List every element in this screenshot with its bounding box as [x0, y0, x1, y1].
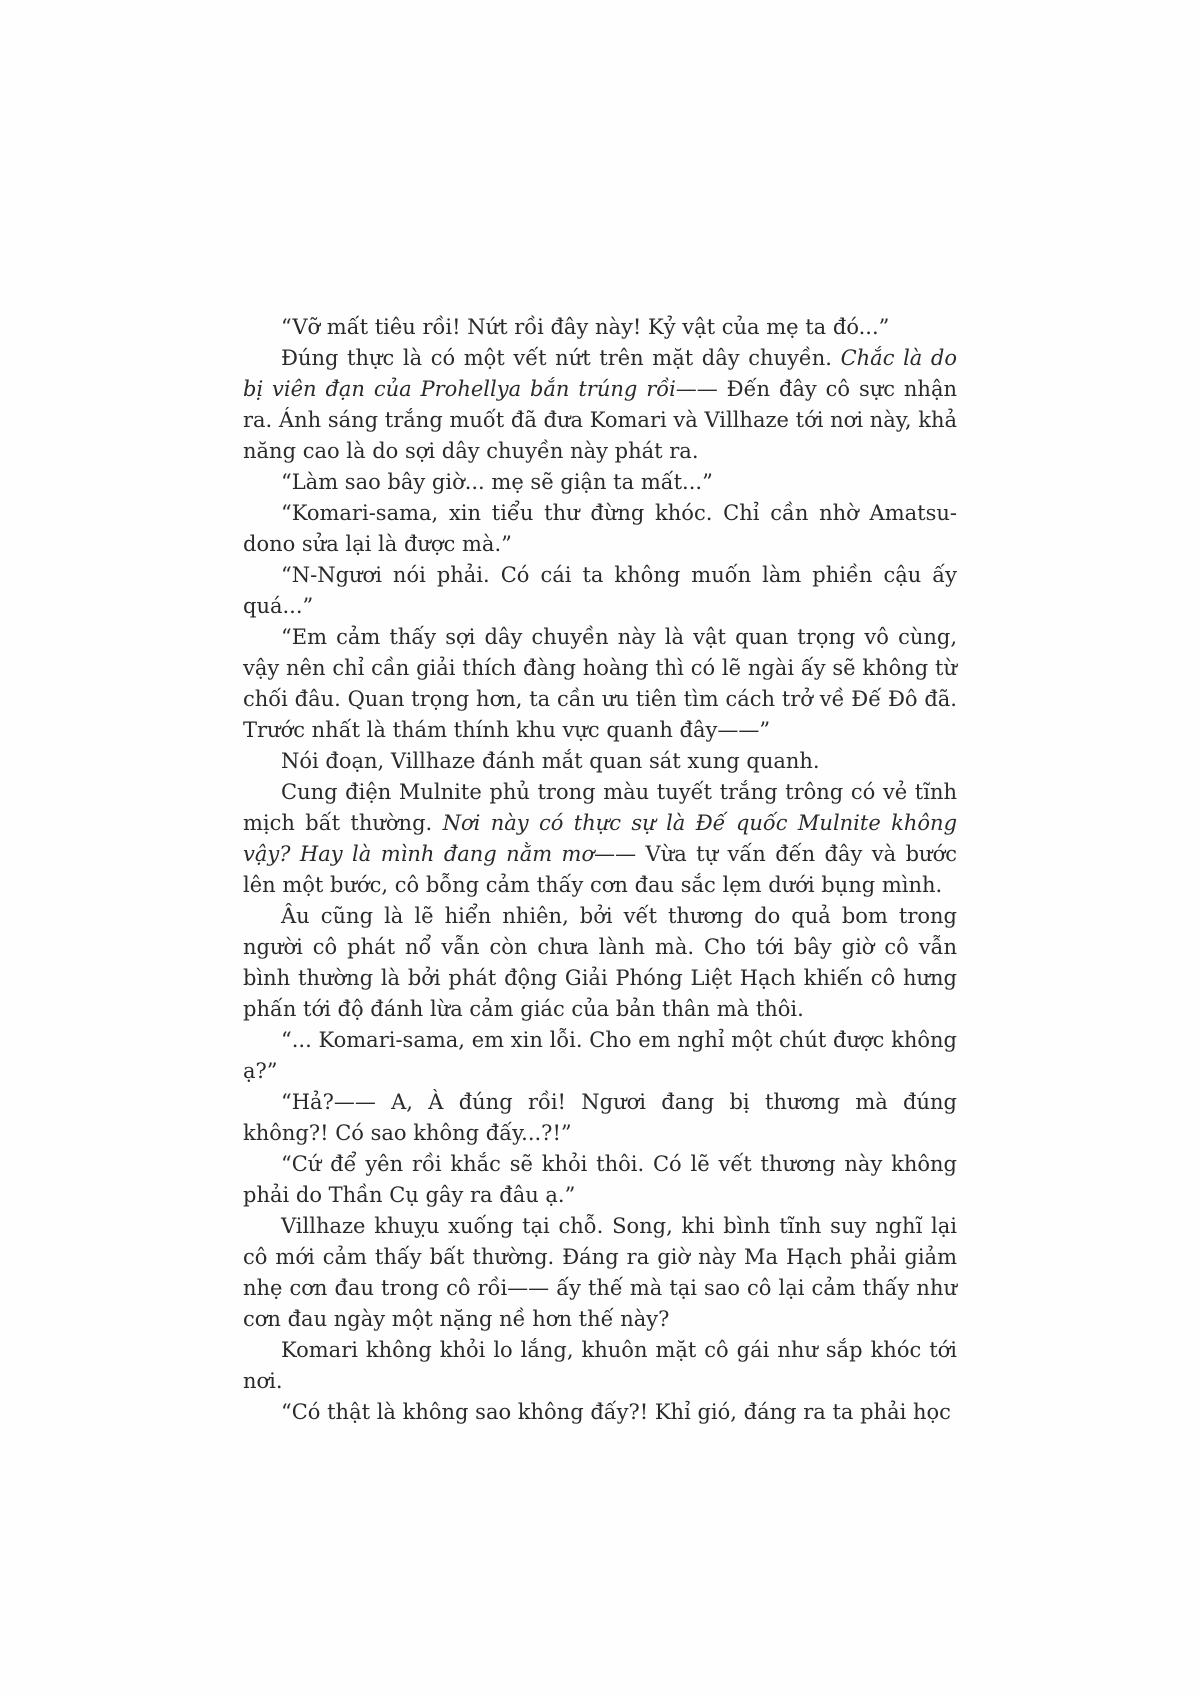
text-run: “Làm sao bây giờ... mẹ sẽ giận ta mất...” [281, 470, 713, 494]
text-run: —— Vừa tự vấn đến đây và bước lên một bước, cô bỗng cảm thấy cơn đau sắc lẹm dưới bụng mình. [243, 842, 957, 897]
text-run: Đúng thực là có một vết nứt trên mặt dây chuyền. [281, 346, 841, 370]
text-run: Cung điện Mulnite phủ trong màu tuyết trắng trông có vẻ tĩnh mịch bất thường. [243, 780, 957, 835]
paragraph [243, 1211, 957, 1335]
italic-text-run: Chắc là do bị viên đạn của Prohellya bắn trúng rồi [243, 346, 957, 401]
text-run: “N-Ngươi nói phải. Có cái ta không muốn làm phiền cậu ấy quá...” [243, 563, 957, 618]
paragraph [243, 312, 957, 343]
paragraph [243, 1149, 957, 1211]
body-text [243, 312, 957, 1428]
paragraph [243, 467, 957, 498]
text-run: “Có thật là không sao không đấy?! Khỉ gió, đáng ra ta phải học [281, 1400, 951, 1424]
paragraph [243, 746, 957, 777]
text-run: Villhaze khuỵu xuống tại chỗ. Song, khi bình tĩnh suy nghĩ lại cô mới cảm thấy bất thường. Đáng ra giờ này Ma Hạch phải giảm nhẹ cơn đau trong cô rồi—— ấy thế mà tại sao cô lại cảm thấy như cơn đau ngày một nặng nề hơn thế này? [243, 1214, 957, 1331]
paragraph [243, 1025, 957, 1087]
text-run: “Komari-sama, xin tiểu thư đừng khóc. Chỉ cần nhờ Amatsu-dono sửa lại là được mà.” [243, 501, 957, 556]
text-run: —— Đến đây cô sực nhận ra. Ánh sáng trắng muốt đã đưa Komari và Villhaze tới nơi này, khả năng cao là do sợi dây chuyền này phát ra. [243, 377, 957, 463]
paragraph [243, 901, 957, 1025]
text-run: Nói đoạn, Villhaze đánh mắt quan sát xung quanh. [281, 749, 820, 773]
text-run: Komari không khỏi lo lắng, khuôn mặt cô gái như sắp khóc tới nơi. [243, 1338, 957, 1393]
italic-text-run: Nơi này có thực sự là Đế quốc Mulnite không vậy? Hay là mình đang nằm mơ [243, 811, 958, 866]
paragraph [243, 777, 957, 901]
text-run: “... Komari-sama, em xin lỗi. Cho em nghỉ một chút được không ạ?” [243, 1028, 957, 1083]
paragraph [243, 1397, 957, 1428]
paragraph [243, 560, 957, 622]
paragraph [243, 498, 957, 560]
paragraph [243, 1087, 957, 1149]
paragraph [243, 622, 957, 746]
paragraph [243, 1335, 957, 1397]
text-run: “Cứ để yên rồi khắc sẽ khỏi thôi. Có lẽ vết thương này không phải do Thần Cụ gây ra đâu ạ.” [243, 1152, 957, 1207]
text-run: “Hả?—— A, À đúng rồi! Ngươi đang bị thương mà đúng không?! Có sao không đấy...?!” [243, 1090, 957, 1145]
paragraph [243, 343, 957, 467]
text-run: Âu cũng là lẽ hiển nhiên, bởi vết thương do quả bom trong người cô phát nổ vẫn còn chưa lành mà. Cho tới bây giờ cô vẫn bình thường là bởi phát động Giải Phóng Liệt Hạch khiến cô hưng phấn tới độ đánh lừa cảm giác của bản thân mà thôi. [243, 904, 957, 1021]
text-run: “Vỡ mất tiêu rồi! Nứt rồi đây này! Kỷ vật của mẹ ta đó...” [281, 315, 890, 339]
text-run: “Em cảm thấy sợi dây chuyền này là vật quan trọng vô cùng, vậy nên chỉ cần giải thích đàng hoàng thì có lẽ ngài ấy sẽ không từ chối đâu. Quan trọng hơn, ta cần ưu tiên tìm cách trở về Đế Đô đã. Trước nhất là thám thính khu vực quanh đây——” [243, 625, 957, 742]
